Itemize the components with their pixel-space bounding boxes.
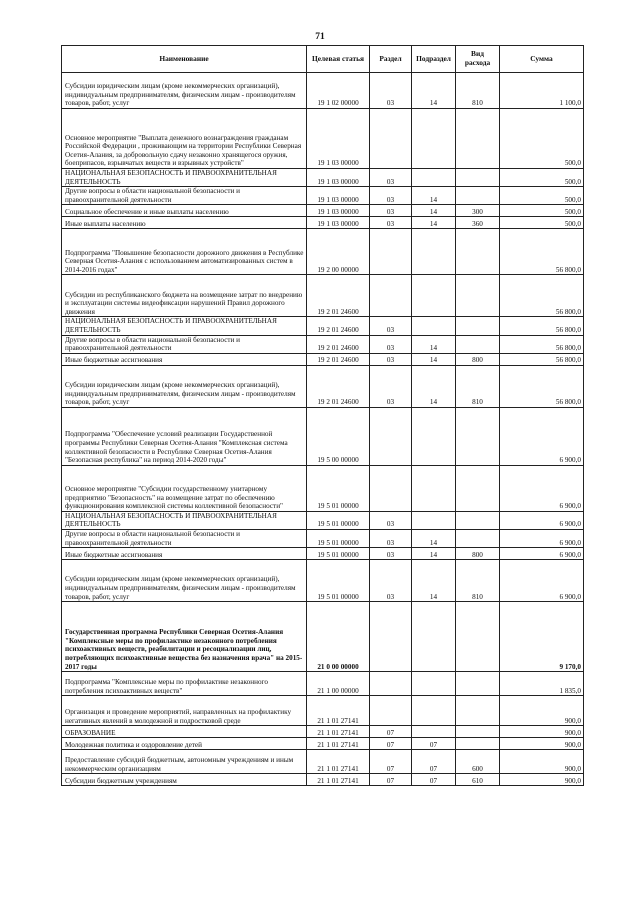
row-type <box>456 229 500 275</box>
table-row <box>62 365 584 407</box>
row-type <box>456 726 500 738</box>
table-row <box>62 73 584 109</box>
table-row <box>62 317 584 335</box>
table-row <box>62 548 584 560</box>
row-sum: 500,0 <box>500 169 584 187</box>
row-section <box>370 109 412 169</box>
row-sum: 900,0 <box>500 774 584 786</box>
table-row <box>62 529 584 547</box>
header-section: Раздел <box>370 46 412 73</box>
table-row <box>62 774 584 786</box>
row-type <box>456 696 500 726</box>
row-sum: 56 800,0 <box>500 365 584 407</box>
row-name: Субсидии из республиканского бюджета на возмещение затрат по внедрению и эксплуатации системы видеофиксации нарушений Правил дорожного движения <box>62 275 307 317</box>
row-subsection: 14 <box>412 335 456 353</box>
budget-table <box>61 45 584 786</box>
row-section: 07 <box>370 774 412 786</box>
row-type <box>456 187 500 205</box>
row-target: 21 1 01 27141 <box>307 738 370 750</box>
row-target: 19 1 03 00000 <box>307 217 370 229</box>
row-sum: 6 900,0 <box>500 548 584 560</box>
row-subsection: 14 <box>412 353 456 365</box>
table-row <box>62 726 584 738</box>
row-subsection: 07 <box>412 738 456 750</box>
row-subsection: 14 <box>412 560 456 602</box>
row-name: Субсидии юридическим лицам (кроме некоммерческих организаций), индивидуальным предпринимателям, физическим лицам - производителям товаров, работ, услуг <box>62 560 307 602</box>
table-row <box>62 407 584 465</box>
row-target: 19 1 03 00000 <box>307 187 370 205</box>
row-target: 19 5 01 00000 <box>307 529 370 547</box>
row-target: 19 1 03 00000 <box>307 109 370 169</box>
table-row <box>62 465 584 511</box>
row-name: НАЦИОНАЛЬНАЯ БЕЗОПАСНОСТЬ И ПРАВООХРАНИТЕЛЬНАЯ ДЕЯТЕЛЬНОСТЬ <box>62 317 307 335</box>
row-name: Молодежная политика и оздоровление детей <box>62 738 307 750</box>
row-type <box>456 317 500 335</box>
row-name: Другие вопросы в области национальной безопасности и правоохранительной деятельности <box>62 529 307 547</box>
row-section: 03 <box>370 187 412 205</box>
row-target: 19 2 01 24600 <box>307 365 370 407</box>
row-name: Государственная программа Республики Северная Осетия-Алания "Комплексные меры по профилактике незаконного потребления психоактивных веществ, реабилитации и ресоциализации лиц, потребляющих психоактивные вещества без назначения врача" на 2015-2017 годы <box>62 602 307 672</box>
table-row <box>62 750 584 774</box>
row-section: 03 <box>370 529 412 547</box>
table-row <box>62 602 584 672</box>
row-section <box>370 229 412 275</box>
row-name: Субсидии бюджетным учреждениям <box>62 774 307 786</box>
row-type <box>456 529 500 547</box>
table-row <box>62 335 584 353</box>
page-number: 71 <box>315 32 325 42</box>
table-row <box>62 217 584 229</box>
row-target: 19 2 01 24600 <box>307 317 370 335</box>
row-section: 03 <box>370 169 412 187</box>
row-sum: 900,0 <box>500 696 584 726</box>
header-name: Наименование <box>62 46 307 73</box>
row-section: 03 <box>370 560 412 602</box>
row-type: 300 <box>456 205 500 217</box>
table-row <box>62 353 584 365</box>
row-name: Подпрограмма "Обеспечение условий реализации Государственной программы Республики Северная Осетия-Алания "Комплексная система коллективной безопасности в Республике Северная Осетия-Алания "Безопасная республика" на период 2014-2020 годы" <box>62 407 307 465</box>
row-name: Другие вопросы в области национальной безопасности и правоохранительной деятельности <box>62 335 307 353</box>
row-name: Основное мероприятие "Субсидии государственному унитарному предприятию "Безопасность" на возмещение затрат по обеспечению функционирования комплексной системы коллективной безопасности" <box>62 465 307 511</box>
row-section: 03 <box>370 205 412 217</box>
row-type <box>456 275 500 317</box>
row-sum: 9 170,0 <box>500 602 584 672</box>
row-name: Предоставление субсидий бюджетным, автономным учреждениям и иным некоммерческим организациям <box>62 750 307 774</box>
row-subsection <box>412 726 456 738</box>
row-name: Основное мероприятие "Выплата денежного вознаграждения гражданам Российской Федерации , проживающим на территории Республики Северная Осетия-Алания, за добровольную сдачу незаконно хранящегося оружия, боеприпасов, взрывчатых веществ и взрывных устройств" <box>62 109 307 169</box>
row-sum: 56 800,0 <box>500 335 584 353</box>
row-target: 19 1 03 00000 <box>307 205 370 217</box>
row-subsection: 14 <box>412 205 456 217</box>
row-target: 19 2 01 24600 <box>307 353 370 365</box>
row-section: 03 <box>370 511 412 529</box>
row-sum: 6 900,0 <box>500 407 584 465</box>
row-sum: 500,0 <box>500 109 584 169</box>
row-sum: 500,0 <box>500 205 584 217</box>
header-type: Вид расхода <box>456 46 500 73</box>
row-type <box>456 465 500 511</box>
row-name: ОБРАЗОВАНИЕ <box>62 726 307 738</box>
row-sum: 500,0 <box>500 217 584 229</box>
row-sum: 56 800,0 <box>500 317 584 335</box>
row-subsection <box>412 109 456 169</box>
row-subsection <box>412 407 456 465</box>
row-type <box>456 602 500 672</box>
row-type: 360 <box>456 217 500 229</box>
row-sum: 56 800,0 <box>500 353 584 365</box>
row-section: 03 <box>370 365 412 407</box>
row-sum: 1 835,0 <box>500 672 584 696</box>
row-type <box>456 738 500 750</box>
row-type: 600 <box>456 750 500 774</box>
row-name: Субсидии юридическим лицам (кроме некоммерческих организаций), индивидуальным предпринимателям, физическим лицам - производителям товаров, работ, услуг <box>62 365 307 407</box>
table-row <box>62 511 584 529</box>
header-sum: Сумма <box>500 46 584 73</box>
table-row <box>62 275 584 317</box>
row-name: Субсидии юридическим лицам (кроме некоммерческих организаций), индивидуальным предпринимателям, физическим лицам - производителям товаров, работ, услуг <box>62 73 307 109</box>
table-row <box>62 738 584 750</box>
row-type <box>456 169 500 187</box>
row-sum: 6 900,0 <box>500 529 584 547</box>
row-sum: 6 900,0 <box>500 511 584 529</box>
table-row <box>62 169 584 187</box>
row-type <box>456 109 500 169</box>
row-name: Организация и проведение мероприятий, направленных на профилактику негативных явлений в молодежной и подростковой среде <box>62 696 307 726</box>
row-sum: 56 800,0 <box>500 229 584 275</box>
row-subsection <box>412 169 456 187</box>
row-sum: 6 900,0 <box>500 560 584 602</box>
row-sum: 500,0 <box>500 187 584 205</box>
row-section <box>370 602 412 672</box>
row-subsection: 14 <box>412 73 456 109</box>
row-subsection <box>412 317 456 335</box>
row-section: 03 <box>370 73 412 109</box>
row-subsection: 14 <box>412 529 456 547</box>
row-section: 03 <box>370 217 412 229</box>
row-subsection <box>412 511 456 529</box>
row-subsection <box>412 696 456 726</box>
row-subsection <box>412 602 456 672</box>
row-type: 810 <box>456 73 500 109</box>
row-section: 03 <box>370 317 412 335</box>
row-subsection <box>412 465 456 511</box>
row-name: Иные выплаты населению <box>62 217 307 229</box>
table-row <box>62 229 584 275</box>
row-target: 19 1 03 00000 <box>307 169 370 187</box>
row-target: 21 0 00 00000 <box>307 602 370 672</box>
header-subsection: Подраздел <box>412 46 456 73</box>
header-target: Целевая статья <box>307 46 370 73</box>
row-type: 800 <box>456 548 500 560</box>
row-target: 19 2 01 24600 <box>307 275 370 317</box>
row-section: 07 <box>370 726 412 738</box>
row-sum: 900,0 <box>500 750 584 774</box>
row-target: 19 2 00 00000 <box>307 229 370 275</box>
row-type: 810 <box>456 365 500 407</box>
row-target: 21 1 01 27141 <box>307 726 370 738</box>
table-row <box>62 187 584 205</box>
row-type <box>456 672 500 696</box>
row-target: 19 1 02 00000 <box>307 73 370 109</box>
row-type: 610 <box>456 774 500 786</box>
row-sum: 900,0 <box>500 726 584 738</box>
row-section: 03 <box>370 548 412 560</box>
row-target: 21 1 01 27141 <box>307 774 370 786</box>
row-name: Социальное обеспечение и иные выплаты населению <box>62 205 307 217</box>
row-target: 19 5 01 00000 <box>307 465 370 511</box>
row-sum: 56 800,0 <box>500 275 584 317</box>
table-row <box>62 696 584 726</box>
row-name: Подпрограмма "Повышение безопасности дорожного движения в Республике Северная Осетия-Алания с использованием автоматизированных систем в 2014-2016 годах" <box>62 229 307 275</box>
row-subsection: 07 <box>412 750 456 774</box>
row-section <box>370 696 412 726</box>
row-section: 07 <box>370 750 412 774</box>
row-target: 19 2 01 24600 <box>307 335 370 353</box>
table-row <box>62 109 584 169</box>
row-subsection: 14 <box>412 548 456 560</box>
row-target: 21 1 01 27141 <box>307 696 370 726</box>
row-section: 07 <box>370 738 412 750</box>
row-type: 800 <box>456 353 500 365</box>
row-subsection: 14 <box>412 187 456 205</box>
row-section <box>370 465 412 511</box>
row-name: Иные бюджетные ассигнования <box>62 353 307 365</box>
row-target: 19 5 01 00000 <box>307 560 370 602</box>
row-name: НАЦИОНАЛЬНАЯ БЕЗОПАСНОСТЬ И ПРАВООХРАНИТЕЛЬНАЯ ДЕЯТЕЛЬНОСТЬ <box>62 511 307 529</box>
row-name: Иные бюджетные ассигнования <box>62 548 307 560</box>
row-type <box>456 407 500 465</box>
row-section <box>370 275 412 317</box>
row-target: 21 1 01 27141 <box>307 750 370 774</box>
row-section: 03 <box>370 353 412 365</box>
row-subsection <box>412 672 456 696</box>
row-subsection: 14 <box>412 365 456 407</box>
header-row <box>62 46 584 73</box>
row-subsection: 14 <box>412 217 456 229</box>
row-subsection: 07 <box>412 774 456 786</box>
row-section: 03 <box>370 335 412 353</box>
row-name: Другие вопросы в области национальной безопасности и правоохранительной деятельности <box>62 187 307 205</box>
table-row <box>62 560 584 602</box>
row-type <box>456 511 500 529</box>
row-target: 21 1 00 00000 <box>307 672 370 696</box>
row-subsection <box>412 275 456 317</box>
row-type: 810 <box>456 560 500 602</box>
row-section <box>370 407 412 465</box>
row-name: НАЦИОНАЛЬНАЯ БЕЗОПАСНОСТЬ И ПРАВООХРАНИТЕЛЬНАЯ ДЕЯТЕЛЬНОСТЬ <box>62 169 307 187</box>
row-sum: 900,0 <box>500 738 584 750</box>
row-type <box>456 335 500 353</box>
row-section <box>370 672 412 696</box>
table-row <box>62 672 584 696</box>
row-target: 19 5 00 00000 <box>307 407 370 465</box>
row-sum: 6 900,0 <box>500 465 584 511</box>
row-sum: 1 100,0 <box>500 73 584 109</box>
table-row <box>62 205 584 217</box>
row-target: 19 5 01 00000 <box>307 548 370 560</box>
row-name: Подпрограмма "Комплексные меры по профилактике незаконного потребления психоактивных веществ" <box>62 672 307 696</box>
row-target: 19 5 01 00000 <box>307 511 370 529</box>
row-subsection <box>412 229 456 275</box>
